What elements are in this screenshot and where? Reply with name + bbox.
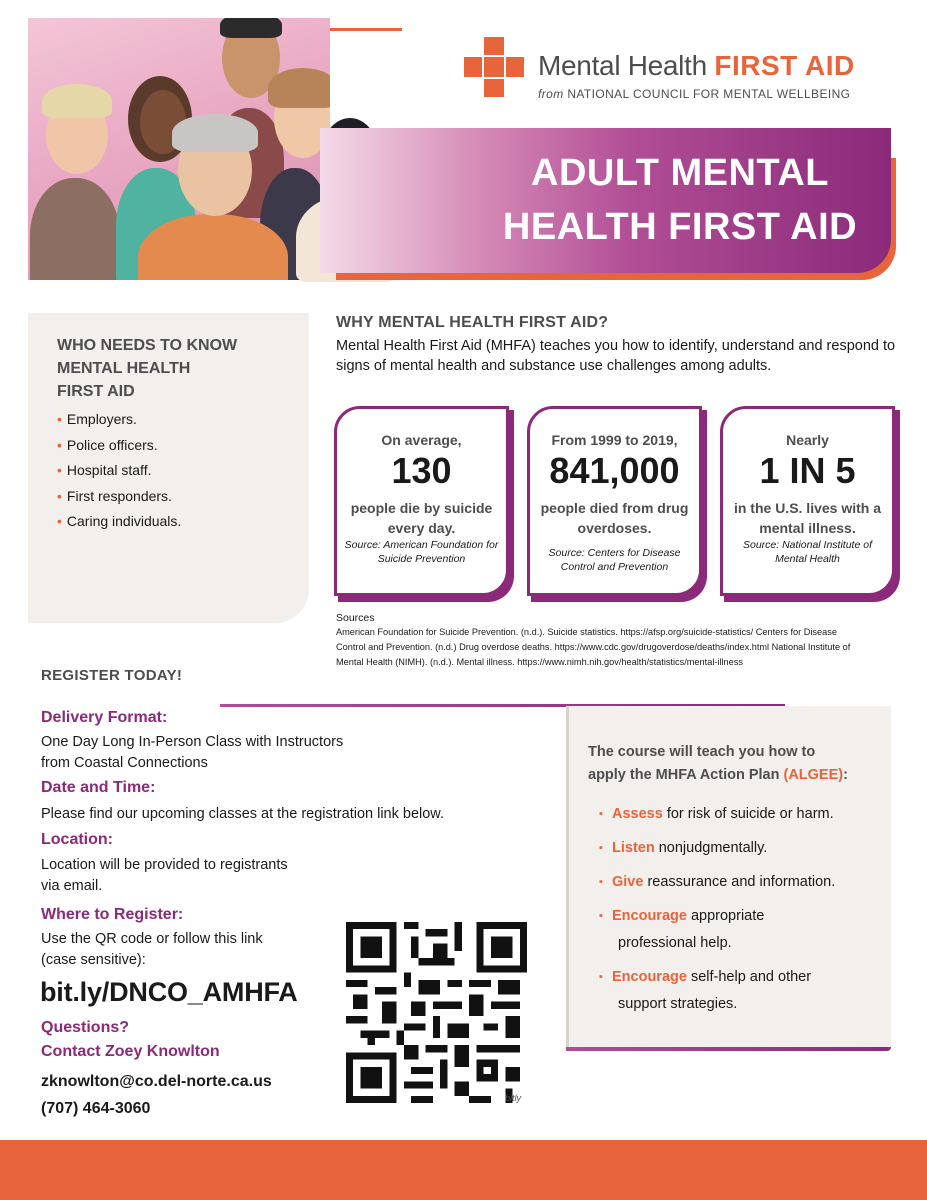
delivery-value xyxy=(41,732,343,774)
algee-intro-text: apply the MHFA Action Plan xyxy=(588,767,784,783)
stat-desc: people die by suicide every day. xyxy=(350,500,493,536)
why-title: WHY MENTAL HEALTH FIRST AID? xyxy=(336,314,609,331)
who-needs-list xyxy=(57,407,181,535)
orange-cross-icon xyxy=(464,37,524,97)
list-item: • Hospital staff. xyxy=(57,458,181,484)
date-value: Please find our upcoming classes at the registration link below. xyxy=(41,806,444,822)
delivery-line1: One Day Long In-Person Class with Instructors xyxy=(41,734,344,750)
stat-number: 130 xyxy=(391,450,452,491)
qr-code[interactable] xyxy=(346,922,527,1103)
who-title-line3: FIRST AID xyxy=(57,383,135,400)
algee-text: nonjudgmentally. xyxy=(654,840,768,856)
logo-brand-b: FIRST AID xyxy=(714,50,855,81)
location-label: Location: xyxy=(41,831,113,848)
algee-intro-colon: : xyxy=(843,767,848,783)
stat-pre: On average, xyxy=(381,432,462,448)
algee-text: reassurance and information. xyxy=(643,874,836,890)
algee-text-cont: professional help. xyxy=(618,935,732,951)
registration-link[interactable]: bit.ly/DNCO_AMHFA xyxy=(40,977,298,1007)
list-item: • Caring individuals. xyxy=(57,509,181,535)
algee-item-encourage-selfhelp xyxy=(602,964,867,1018)
delivery-line2: from Coastal Connections xyxy=(41,755,208,771)
logo-brand-a: Mental Health xyxy=(538,50,715,81)
algee-intro xyxy=(588,741,878,787)
algee-key: Assess xyxy=(612,806,663,822)
algee-key: Listen xyxy=(612,840,655,856)
algee-key: Encourage xyxy=(612,969,687,985)
list-item: • Police officers. xyxy=(57,433,181,459)
list-item: • First responders. xyxy=(57,484,181,510)
contact-email[interactable]: zknowlton@co.del-norte.ca.us xyxy=(41,1073,272,1090)
location-line2: via email. xyxy=(41,878,103,894)
algee-key: Give xyxy=(612,874,644,890)
stat-source: Source: Centers for Disease Control and Prevention xyxy=(548,547,681,573)
stat-number: 841,000 xyxy=(549,450,680,491)
page-title-line1: ADULT MENTAL xyxy=(531,152,829,194)
location-line1: Location will be provided to registrants xyxy=(41,857,288,873)
algee-text: self-help and other xyxy=(686,969,812,985)
stat-pre: Nearly xyxy=(786,432,829,448)
delivery-label: Delivery Format: xyxy=(41,709,168,726)
where-line1: Use the QR code or follow this link xyxy=(41,931,263,947)
where-value xyxy=(41,929,263,971)
algee-text: for risk of suicide or harm. xyxy=(662,806,834,822)
sources-text xyxy=(336,625,921,670)
questions-label: Questions? xyxy=(41,1019,130,1036)
stat-number: 1 IN 5 xyxy=(759,450,856,491)
contact-phone[interactable]: (707) 464-3060 xyxy=(41,1100,151,1117)
date-label: Date and Time: xyxy=(41,779,156,796)
where-label: Where to Register: xyxy=(41,906,184,923)
stat-card-mental-illness xyxy=(720,406,895,596)
sources-line: Control and Prevention. (n.d.) Drug overdose deaths. https://www.cdc.gov/drugoverdose/deaths/index.html National Institute of xyxy=(336,642,851,652)
algee-acronym: (ALGEE) xyxy=(783,767,844,783)
qr-brand: bitly xyxy=(505,1093,522,1103)
who-title-line1: WHO NEEDS TO KNOW xyxy=(57,337,238,354)
page-title xyxy=(470,146,890,254)
why-text: Mental Health First Aid (MHFA) teaches you how to identify, understand and respond to signs of mental health and substance use challenges among adults. xyxy=(336,338,896,374)
footer-bar xyxy=(0,1140,927,1200)
register-heading: REGISTER TODAY! xyxy=(41,667,183,684)
algee-underline xyxy=(566,1047,891,1051)
sources-line: Mental Health (NIMH). (n.d.). Mental illness. https://www.nimh.nih.gov/health/statistics/mental-illness xyxy=(336,657,743,667)
algee-intro-line1: The course will teach you how to xyxy=(588,744,816,760)
algee-item-encourage-professional xyxy=(602,903,867,957)
page-title-line2: HEALTH FIRST AID xyxy=(502,206,858,248)
algee-text: appropriate xyxy=(686,908,765,924)
logo-org-name: NATIONAL COUNCIL FOR MENTAL WELLBEING xyxy=(567,87,851,101)
contact-label: Contact Zoey Knowlton xyxy=(41,1043,220,1060)
algee-intro-line2 xyxy=(588,764,878,787)
sources-label: Sources xyxy=(336,612,375,624)
who-needs-title xyxy=(57,334,297,403)
logo-wordmark xyxy=(538,50,855,82)
location-value xyxy=(41,855,288,897)
stat-source: Source: American Foundation for Suicide Prevention xyxy=(344,539,499,565)
algee-key: Encourage xyxy=(612,908,687,924)
where-line2: (case sensitive): xyxy=(41,952,146,968)
who-title-line2: MENTAL HEALTH xyxy=(57,360,191,377)
algee-text-cont: support strategies. xyxy=(618,996,738,1012)
stat-desc: people died from drug overdoses. xyxy=(540,500,689,536)
algee-item-listen xyxy=(602,835,867,862)
stat-card-overdose xyxy=(527,406,702,596)
logo-from: from xyxy=(538,87,568,101)
stat-pre: From 1999 to 2019, xyxy=(551,432,678,448)
sources-line: American Foundation for Suicide Prevention. (n.d.). Suicide statistics. https://afsp.org/suicide-statistics/ Centers for Disease xyxy=(336,627,837,637)
hero-photo xyxy=(28,18,330,280)
list-item: • Employers. xyxy=(57,407,181,433)
stat-card-suicide xyxy=(334,406,509,596)
stat-desc: in the U.S. lives with a mental illness. xyxy=(733,500,882,536)
algee-item-give xyxy=(602,869,867,896)
algee-item-assess xyxy=(602,801,867,828)
logo-org xyxy=(538,87,850,101)
stat-source: Source: National Institute of Mental Health xyxy=(743,539,872,565)
